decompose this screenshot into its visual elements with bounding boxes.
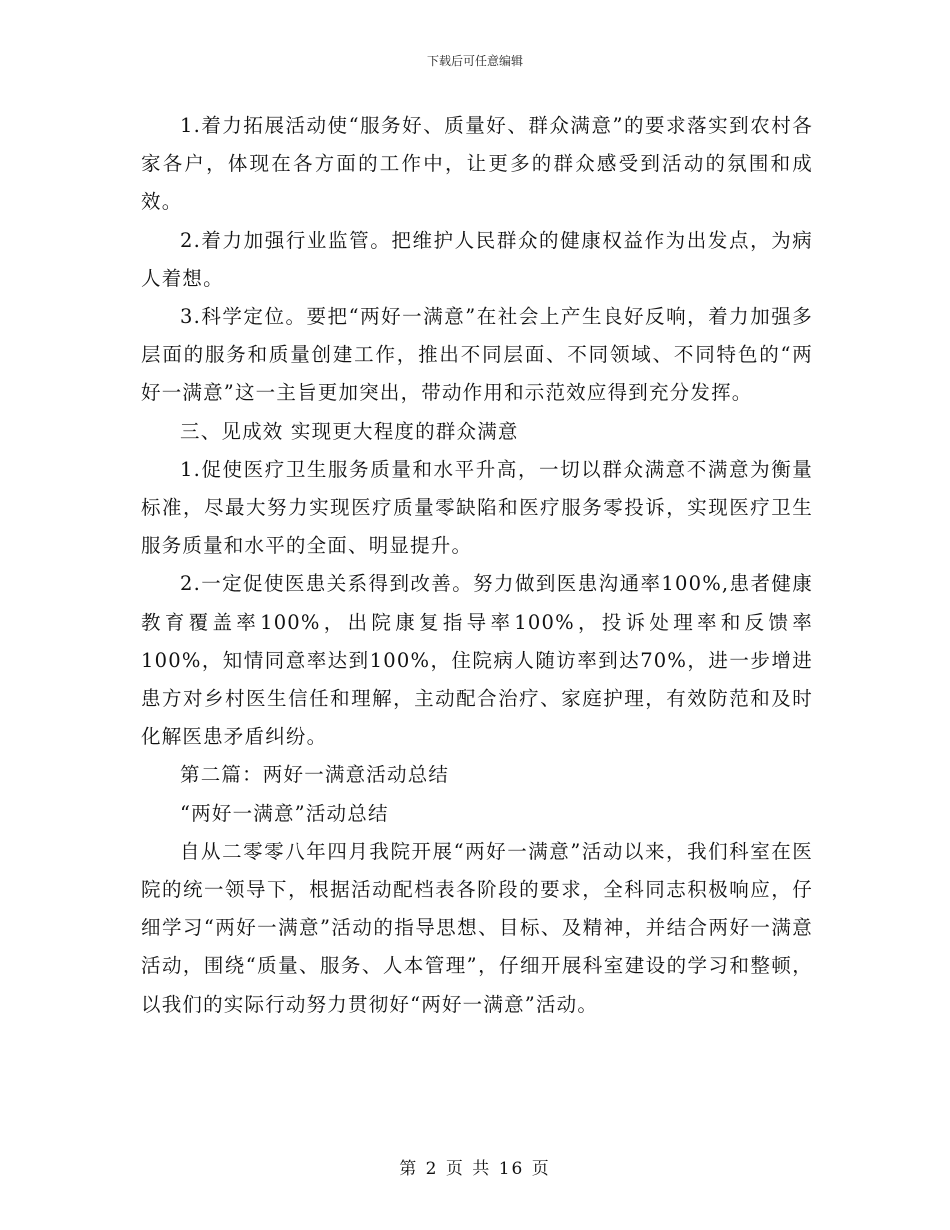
article-title: “两好一满意”活动总结: [180, 801, 389, 825]
section-heading-3: 三、见成效 实现更大程度的群众满意: [180, 419, 519, 443]
document-body: [141, 107, 813, 1024]
paragraph-2: 2.着力加强行业监管。把维护人民群众的健康权益作为出发点，为病人着想。: [141, 228, 813, 290]
paragraph-6: 自从二零零八年四月我院开展“两好一满意”活动以来，我们科室在医院的统一领导下，根据活动配档表各阶段的要求，全科同志积极响应，仔细学习“两好一满意”活动的指导思想、目标、及精神，并结合两好一满意活动，围绕“质量、服务、人本管理”，仔细开展科室建设的学习和整顿，以我们的实际行动努力贯彻好“两好一满意”活动。: [141, 839, 813, 1016]
page-header-note: 下载后可任意编辑: [426, 54, 523, 68]
page-number: 第 2 页 共 16 页: [399, 1159, 551, 1179]
paragraph-3: 3.科学定位。要把“两好一满意”在社会上产生良好反响，着力加强多层面的服务和质量创建工作，推出不同层面、不同领域、不同特色的“两好一满意”这一主旨更加突出，带动作用和示范效应得到充分发挥。: [141, 305, 813, 405]
chapter-heading: 第二篇：两好一满意活动总结: [180, 763, 450, 787]
paragraph-5: 2.一定促使医患关系得到改善。努力做到医患沟通率100%,患者健康教育覆盖率100%，出院康复指导率100%，投诉处理率和反馈率100%，知情同意率达到100%，住院病人随访率到达70%，进一步增进患方对乡村医生信任和理解，主动配合治疗、家庭护理，有效防范和及时化解医患矛盾纠纷。: [141, 572, 813, 749]
paragraph-1: 1.着力拓展活动使“服务好、质量好、群众满意”的要求落实到农村各家各户，体现在各方面的工作中，让更多的群众感受到活动的氛围和成效。: [141, 114, 813, 214]
paragraph-4: 1.促使医疗卫生服务质量和水平升高，一切以群众满意不满意为衡量标准，尽最大努力实现医疗质量零缺陷和医疗服务零投诉，实现医疗卫生服务质量和水平的全面、明显提升。: [141, 457, 813, 558]
